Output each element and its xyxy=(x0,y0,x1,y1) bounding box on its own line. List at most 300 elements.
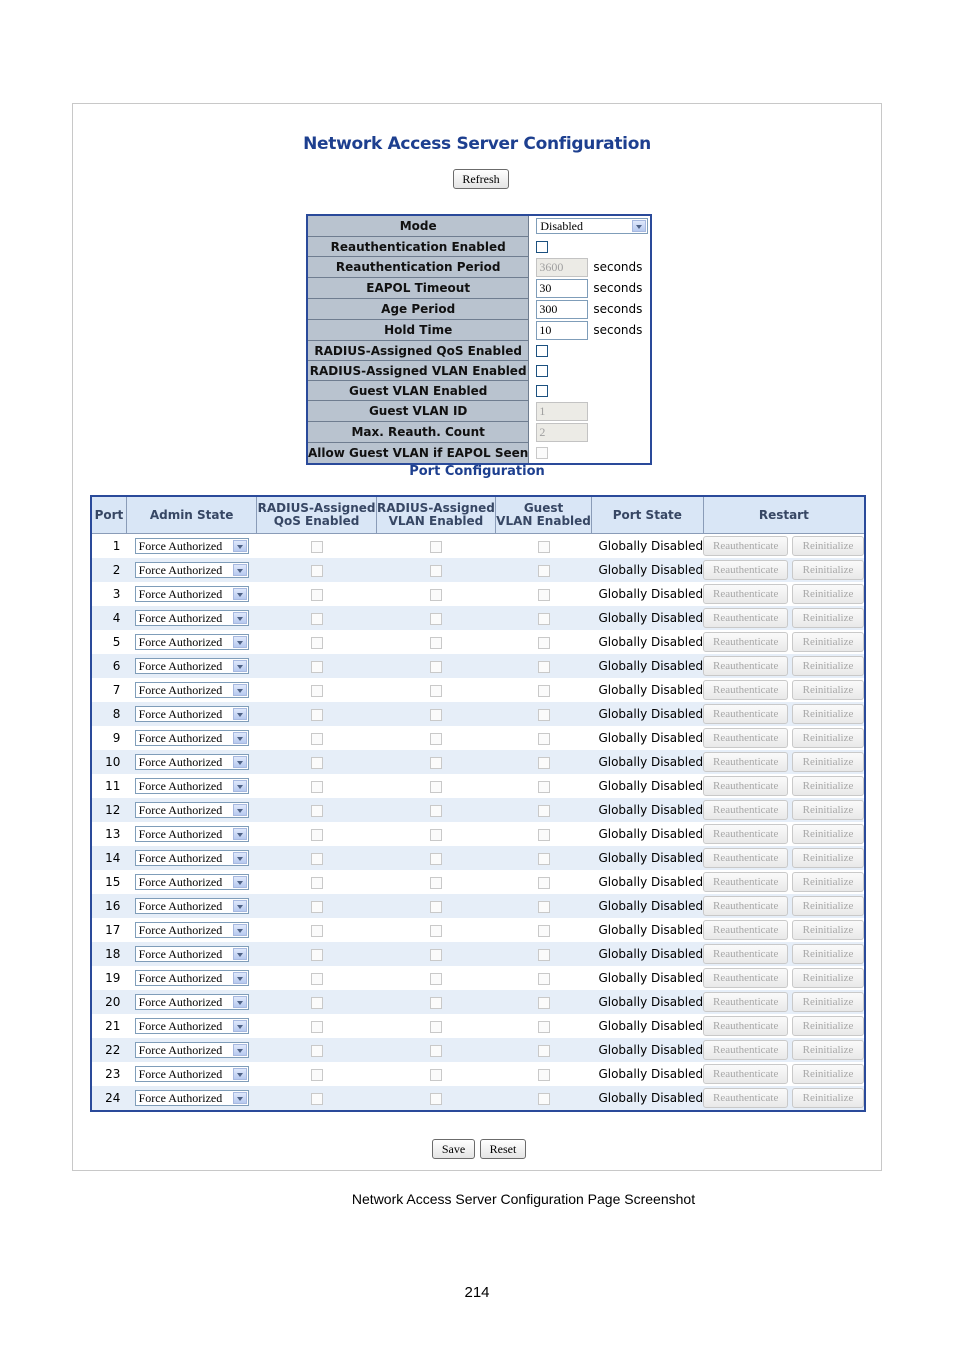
port-state-text: Globally Disabled xyxy=(591,798,703,822)
reauthenticate-button[interactable]: Reauthenticate xyxy=(703,560,788,580)
admin-state-value: Force Authorized xyxy=(138,971,223,985)
radius-vlan-port-checkbox[interactable] xyxy=(430,805,442,817)
reinitialize-button[interactable]: Reinitialize xyxy=(792,704,864,724)
admin-state-header: Admin State xyxy=(126,496,257,534)
reinitialize-button[interactable]: Reinitialize xyxy=(792,584,864,604)
chevron-down-icon xyxy=(233,660,247,672)
radius-vlan-port-checkbox[interactable] xyxy=(430,757,442,769)
reauthenticate-button[interactable]: Reauthenticate xyxy=(703,776,788,796)
age-period-input[interactable]: 300 xyxy=(536,300,588,319)
chevron-down-icon xyxy=(233,996,247,1008)
port-state-text: Globally Disabled xyxy=(598,923,704,937)
port-state-text: Globally Disabled xyxy=(591,846,703,870)
guest-vlan-port-checkbox[interactable] xyxy=(538,589,550,601)
table-row xyxy=(91,894,865,918)
port-number: 24 xyxy=(91,1086,126,1111)
table-row xyxy=(91,630,865,654)
port-number: 23 xyxy=(105,1067,121,1081)
guest-vlan-port-checkbox[interactable] xyxy=(538,781,550,793)
radius-qos-port-checkbox[interactable] xyxy=(311,1069,323,1081)
admin-state-value: Force Authorized xyxy=(138,1019,223,1033)
admin-state-value: Force Authorized xyxy=(138,851,223,865)
reauthenticate-button[interactable]: Reauthenticate xyxy=(703,608,788,628)
radius-vlan-port-checkbox[interactable] xyxy=(430,733,442,745)
table-row xyxy=(91,822,865,846)
reauthenticate-button[interactable]: Reauthenticate xyxy=(703,800,788,820)
table-row xyxy=(91,990,865,1014)
guest-vlan-port-checkbox[interactable] xyxy=(538,733,550,745)
reinitialize-button[interactable]: Reinitialize xyxy=(792,752,864,772)
port-number: 12 xyxy=(91,798,126,822)
admin-state-value: Force Authorized xyxy=(138,635,223,649)
chevron-down-icon xyxy=(233,948,247,960)
port-state-text: Globally Disabled xyxy=(598,1067,704,1081)
radius-qos-port-checkbox[interactable] xyxy=(311,997,323,1009)
reauth-enabled-checkbox[interactable] xyxy=(536,241,548,253)
chevron-down-icon xyxy=(233,732,247,744)
port-state-text: Globally Disabled xyxy=(598,587,704,601)
chevron-down-icon xyxy=(233,612,247,624)
admin-state-value: Force Authorized xyxy=(138,899,223,913)
admin-state-select[interactable] xyxy=(135,754,249,770)
chevron-down-icon xyxy=(233,564,247,576)
chevron-down-icon xyxy=(233,636,247,648)
port-number: 16 xyxy=(91,894,126,918)
admin-state-select[interactable] xyxy=(135,802,249,818)
reauthenticate-button[interactable]: Reauthenticate xyxy=(703,680,788,700)
eapol-timeout-unit: seconds xyxy=(593,281,643,295)
guest-vlan-port-checkbox[interactable] xyxy=(538,805,550,817)
radius-qos-port-checkbox[interactable] xyxy=(311,709,323,721)
port-number: 1 xyxy=(112,539,121,553)
guest-vlan-port-checkbox[interactable] xyxy=(538,565,550,577)
reinitialize-button[interactable]: Reinitialize xyxy=(792,800,864,820)
table-row xyxy=(91,846,865,870)
reinitialize-button[interactable]: Reinitialize xyxy=(792,656,864,676)
hold-time-label: Hold Time xyxy=(307,320,529,341)
radius-qos-port-checkbox[interactable] xyxy=(311,853,323,865)
guest-vlan-port-checkbox[interactable] xyxy=(538,1069,550,1081)
port-state-text: Globally Disabled xyxy=(591,894,703,918)
chevron-down-icon xyxy=(233,588,247,600)
reauthenticate-button[interactable]: Reauthenticate xyxy=(703,728,788,748)
admin-state-value: Force Authorized xyxy=(138,1067,223,1081)
chevron-down-icon xyxy=(632,220,646,232)
reinitialize-button[interactable]: Reinitialize xyxy=(792,968,864,988)
guest-vlan-port-checkbox[interactable] xyxy=(538,973,550,985)
reauthenticate-button[interactable]: Reauthenticate xyxy=(703,1016,788,1036)
radius-vlan-port-checkbox[interactable] xyxy=(430,685,442,697)
port-state-text: Globally Disabled xyxy=(598,539,704,553)
port-number: 2 xyxy=(91,558,126,582)
reauthenticate-button[interactable]: Reauthenticate xyxy=(703,944,788,964)
admin-state-select[interactable] xyxy=(135,778,249,794)
admin-state-value: Force Authorized xyxy=(138,995,223,1009)
port-number: 8 xyxy=(91,702,126,726)
eapol-timeout-label: EAPOL Timeout xyxy=(307,278,529,299)
admin-state-value: Force Authorized xyxy=(138,587,223,601)
radius-qos-port-checkbox[interactable] xyxy=(311,733,323,745)
reauthenticate-button[interactable]: Reauthenticate xyxy=(703,920,788,940)
radius-vlan-port-checkbox[interactable] xyxy=(430,829,442,841)
radius-vlan-port-checkbox[interactable] xyxy=(430,877,442,889)
radius-vlan-port-checkbox[interactable] xyxy=(430,709,442,721)
guest-vlan-port-checkbox[interactable] xyxy=(538,541,550,553)
radius-qos-port-checkbox[interactable] xyxy=(311,661,323,673)
radius-qos-port-checkbox[interactable] xyxy=(311,877,323,889)
chevron-down-icon xyxy=(233,1092,247,1104)
reinitialize-button[interactable]: Reinitialize xyxy=(792,632,864,652)
port-state-text: Globally Disabled xyxy=(598,827,704,841)
table-row xyxy=(91,606,865,630)
admin-state-value: Force Authorized xyxy=(138,563,223,577)
reauthenticate-button[interactable]: Reauthenticate xyxy=(703,896,788,916)
radius-qos-port-checkbox[interactable] xyxy=(311,1093,323,1105)
reauthenticate-button[interactable]: Reauthenticate xyxy=(703,1064,788,1084)
table-row xyxy=(91,966,865,990)
admin-state-select[interactable] xyxy=(135,1066,249,1082)
chevron-down-icon xyxy=(233,1044,247,1056)
chevron-down-icon xyxy=(233,876,247,888)
guest-vlan-port-checkbox[interactable] xyxy=(538,1021,550,1033)
port-state-text: Globally Disabled xyxy=(598,731,704,745)
port-config-table xyxy=(90,495,866,1112)
port-number: 20 xyxy=(91,990,126,1014)
admin-state-value: Force Authorized xyxy=(138,1043,223,1057)
guest-vlan-port-checkbox[interactable] xyxy=(538,901,550,913)
system-config-table xyxy=(306,214,652,465)
admin-state-value: Force Authorized xyxy=(138,659,223,673)
reauthenticate-button[interactable]: Reauthenticate xyxy=(703,848,788,868)
radius-vlan-port-checkbox[interactable] xyxy=(430,565,442,577)
guest-vlan-port-checkbox[interactable] xyxy=(538,829,550,841)
radius-vlan-port-checkbox[interactable] xyxy=(430,781,442,793)
page-title: Network Access Server Configuration xyxy=(303,134,651,154)
table-row xyxy=(91,582,865,606)
table-row xyxy=(91,750,865,774)
reauth-period-input[interactable]: 3600 xyxy=(536,258,588,277)
port-number: 6 xyxy=(91,654,126,678)
guest-vlan-port-checkbox[interactable] xyxy=(538,685,550,697)
page-number: 214 xyxy=(464,1284,490,1301)
figure-caption: Network Access Server Configuration Page Screenshot xyxy=(351,1191,696,1207)
radius-vlan-port-checkbox[interactable] xyxy=(430,541,442,553)
radius-vlan-port-checkbox[interactable] xyxy=(430,613,442,625)
chevron-down-icon xyxy=(233,540,247,552)
radius-qos-port-checkbox[interactable] xyxy=(311,757,323,769)
reinitialize-button[interactable]: Reinitialize xyxy=(792,848,864,868)
radius-vlan-port-checkbox[interactable] xyxy=(430,589,442,601)
port-state-text: Globally Disabled xyxy=(598,875,704,889)
max-reauth-label: Max. Reauth. Count xyxy=(307,422,529,443)
reauthenticate-button[interactable]: Reauthenticate xyxy=(703,872,788,892)
admin-state-select[interactable] xyxy=(135,1042,249,1058)
port-number: 7 xyxy=(112,683,121,697)
reauthenticate-button[interactable]: Reauthenticate xyxy=(703,704,788,724)
reinitialize-button[interactable]: Reinitialize xyxy=(792,824,864,844)
radius-qos-port-checkbox[interactable] xyxy=(311,949,323,961)
reinitialize-button[interactable]: Reinitialize xyxy=(792,728,864,748)
table-row xyxy=(91,534,865,559)
reinitialize-button[interactable]: Reinitialize xyxy=(792,944,864,964)
admin-state-select[interactable] xyxy=(135,874,249,890)
radius-qos-port-checkbox[interactable] xyxy=(311,1045,323,1057)
reinitialize-button[interactable]: Reinitialize xyxy=(792,680,864,700)
reinitialize-button[interactable]: Reinitialize xyxy=(792,1040,864,1060)
port-number: 13 xyxy=(105,827,121,841)
hold-time-input[interactable]: 10 xyxy=(536,321,588,340)
table-row xyxy=(91,702,865,726)
port-number: 4 xyxy=(91,606,126,630)
radius-qos-header: RADIUS-Assigned QoS Enabled xyxy=(257,496,376,534)
radius-qos-port-checkbox[interactable] xyxy=(311,781,323,793)
admin-state-value: Force Authorized xyxy=(138,923,223,937)
table-row xyxy=(91,678,865,702)
reauthenticate-button[interactable]: Reauthenticate xyxy=(703,1040,788,1060)
port-state-text: Globally Disabled xyxy=(591,1038,703,1062)
port-number: 21 xyxy=(105,1019,121,1033)
reauthenticate-button[interactable]: Reauthenticate xyxy=(703,968,788,988)
guest-vlan-port-checkbox[interactable] xyxy=(538,661,550,673)
radius-vlan-port-checkbox[interactable] xyxy=(430,973,442,985)
reinitialize-button[interactable]: Reinitialize xyxy=(792,1064,864,1084)
admin-state-value: Force Authorized xyxy=(138,539,223,553)
chevron-down-icon xyxy=(233,924,247,936)
port-state-text: Globally Disabled xyxy=(591,750,703,774)
port-config-title: Port Configuration xyxy=(409,464,545,479)
admin-state-select[interactable] xyxy=(135,538,249,554)
guest-vlan-port-checkbox[interactable] xyxy=(538,637,550,649)
table-row xyxy=(91,726,865,750)
admin-state-select[interactable] xyxy=(135,946,249,962)
port-state-text: Globally Disabled xyxy=(598,971,704,985)
save-button[interactable]: Save xyxy=(432,1139,475,1159)
admin-state-select[interactable] xyxy=(135,610,249,626)
admin-state-value: Force Authorized xyxy=(138,803,223,817)
admin-state-value: Force Authorized xyxy=(138,611,223,625)
admin-state-select[interactable] xyxy=(135,658,249,674)
reinitialize-button[interactable]: Reinitialize xyxy=(792,776,864,796)
admin-state-value: Force Authorized xyxy=(138,1091,223,1105)
radius-vlan-checkbox[interactable] xyxy=(536,365,548,377)
reauth-period-label: Reauthentication Period xyxy=(307,257,529,278)
guest-vlan-port-checkbox[interactable] xyxy=(538,877,550,889)
guest-vlan-port-checkbox[interactable] xyxy=(538,709,550,721)
chevron-down-icon xyxy=(233,972,247,984)
hold-time-unit: seconds xyxy=(593,323,643,337)
reinitialize-button[interactable]: Reinitialize xyxy=(792,992,864,1012)
reinitialize-button[interactable]: Reinitialize xyxy=(792,1016,864,1036)
radius-qos-port-checkbox[interactable] xyxy=(311,829,323,841)
radius-vlan-port-checkbox[interactable] xyxy=(430,853,442,865)
reauthenticate-button[interactable]: Reauthenticate xyxy=(703,1088,788,1108)
port-state-text: Globally Disabled xyxy=(591,990,703,1014)
radius-qos-port-checkbox[interactable] xyxy=(311,541,323,553)
guest-vlan-port-checkbox[interactable] xyxy=(538,925,550,937)
reinitialize-button[interactable]: Reinitialize xyxy=(792,536,864,556)
port-number: 18 xyxy=(91,942,126,966)
guest-vlan-id-input[interactable]: 1 xyxy=(536,402,588,421)
admin-state-select[interactable] xyxy=(135,706,249,722)
guest-vlan-header: Guest VLAN Enabled xyxy=(496,496,592,534)
radius-qos-port-checkbox[interactable] xyxy=(311,925,323,937)
guest-vlan-port-checkbox[interactable] xyxy=(538,613,550,625)
port-number: 11 xyxy=(105,779,121,793)
radius-vlan-port-checkbox[interactable] xyxy=(430,925,442,937)
guest-vlan-port-checkbox[interactable] xyxy=(538,1093,550,1105)
allow-guest-checkbox[interactable] xyxy=(536,447,548,459)
table-row xyxy=(91,870,865,894)
admin-state-select[interactable] xyxy=(135,1018,249,1034)
table-row xyxy=(91,798,865,822)
radius-qos-port-checkbox[interactable] xyxy=(311,565,323,577)
port-number: 10 xyxy=(91,750,126,774)
admin-state-select[interactable] xyxy=(135,826,249,842)
reauthenticate-button[interactable]: Reauthenticate xyxy=(703,656,788,676)
reauthenticate-button[interactable]: Reauthenticate xyxy=(703,584,788,604)
admin-state-select[interactable] xyxy=(135,970,249,986)
refresh-button[interactable]: Refresh xyxy=(453,169,509,189)
admin-state-value: Force Authorized xyxy=(138,707,223,721)
admin-state-value: Force Authorized xyxy=(138,731,223,745)
port-state-text: Globally Disabled xyxy=(598,683,704,697)
radius-vlan-port-checkbox[interactable] xyxy=(430,1021,442,1033)
port-header: Port xyxy=(91,496,126,534)
port-number: 17 xyxy=(105,923,121,937)
port-state-text: Globally Disabled xyxy=(591,942,703,966)
chevron-down-icon xyxy=(233,828,247,840)
admin-state-select[interactable] xyxy=(135,586,249,602)
table-row xyxy=(91,1038,865,1062)
admin-state-select[interactable] xyxy=(135,850,249,866)
guest-vlan-port-checkbox[interactable] xyxy=(538,949,550,961)
reset-button[interactable]: Reset xyxy=(480,1139,526,1159)
mode-select[interactable] xyxy=(536,218,648,234)
admin-state-value: Force Authorized xyxy=(138,947,223,961)
reinitialize-button[interactable]: Reinitialize xyxy=(792,608,864,628)
radius-qos-port-checkbox[interactable] xyxy=(311,973,323,985)
reinitialize-button[interactable]: Reinitialize xyxy=(792,920,864,940)
reauthenticate-button[interactable]: Reauthenticate xyxy=(703,632,788,652)
reauth-period-unit: seconds xyxy=(593,260,643,274)
chevron-down-icon xyxy=(233,684,247,696)
admin-state-value: Force Authorized xyxy=(138,827,223,841)
radius-vlan-label: RADIUS-Assigned VLAN Enabled xyxy=(307,361,529,381)
radius-vlan-port-checkbox[interactable] xyxy=(430,1069,442,1081)
radius-qos-label: RADIUS-Assigned QoS Enabled xyxy=(307,341,529,361)
guest-vlan-port-checkbox[interactable] xyxy=(538,1045,550,1057)
guest-vlan-port-checkbox[interactable] xyxy=(538,757,550,769)
radius-vlan-port-checkbox[interactable] xyxy=(430,997,442,1009)
port-state-text: Globally Disabled xyxy=(591,654,703,678)
reauthenticate-button[interactable]: Reauthenticate xyxy=(703,824,788,844)
table-row xyxy=(91,918,865,942)
radius-vlan-port-checkbox[interactable] xyxy=(430,1045,442,1057)
admin-state-select[interactable] xyxy=(135,898,249,914)
radius-vlan-port-checkbox[interactable] xyxy=(430,949,442,961)
allow-guest-label: Allow Guest VLAN if EAPOL Seen xyxy=(307,443,529,465)
chevron-down-icon xyxy=(233,1020,247,1032)
table-row xyxy=(91,774,865,798)
radius-vlan-port-checkbox[interactable] xyxy=(430,637,442,649)
radius-qos-port-checkbox[interactable] xyxy=(311,637,323,649)
port-state-text: Globally Disabled xyxy=(598,1019,704,1033)
guest-vlan-label: Guest VLAN Enabled xyxy=(307,381,529,401)
reinitialize-button[interactable]: Reinitialize xyxy=(792,872,864,892)
reauth-enabled-label: Reauthentication Enabled xyxy=(307,237,529,257)
radius-vlan-port-checkbox[interactable] xyxy=(430,661,442,673)
mode-select-value: Disabled xyxy=(540,219,583,234)
guest-vlan-port-checkbox[interactable] xyxy=(538,997,550,1009)
table-row xyxy=(91,942,865,966)
chevron-down-icon xyxy=(233,900,247,912)
reauthenticate-button[interactable]: Reauthenticate xyxy=(703,536,788,556)
admin-state-value: Force Authorized xyxy=(138,755,223,769)
radius-qos-port-checkbox[interactable] xyxy=(311,613,323,625)
radius-qos-port-checkbox[interactable] xyxy=(311,901,323,913)
port-number: 22 xyxy=(91,1038,126,1062)
admin-state-select[interactable] xyxy=(135,1090,249,1106)
reinitialize-button[interactable]: Reinitialize xyxy=(792,560,864,580)
admin-state-select[interactable] xyxy=(135,730,249,746)
age-period-unit: seconds xyxy=(593,302,643,316)
radius-qos-checkbox[interactable] xyxy=(536,345,548,357)
admin-state-select[interactable] xyxy=(135,922,249,938)
age-period-label: Age Period xyxy=(307,299,529,320)
eapol-timeout-input[interactable]: 30 xyxy=(536,279,588,298)
max-reauth-input[interactable]: 2 xyxy=(536,423,588,442)
port-state-text: Globally Disabled xyxy=(591,558,703,582)
chevron-down-icon xyxy=(233,708,247,720)
admin-state-select[interactable] xyxy=(135,634,249,650)
radius-vlan-port-checkbox[interactable] xyxy=(430,901,442,913)
chevron-down-icon xyxy=(233,1068,247,1080)
guest-vlan-port-checkbox[interactable] xyxy=(538,853,550,865)
port-number: 19 xyxy=(105,971,121,985)
table-row xyxy=(91,558,865,582)
reinitialize-button[interactable]: Reinitialize xyxy=(792,1088,864,1108)
port-state-text: Globally Disabled xyxy=(598,635,704,649)
chevron-down-icon xyxy=(233,756,247,768)
port-state-text: Globally Disabled xyxy=(598,779,704,793)
reinitialize-button[interactable]: Reinitialize xyxy=(792,896,864,916)
admin-state-select[interactable] xyxy=(135,682,249,698)
admin-state-select[interactable] xyxy=(135,562,249,578)
table-row xyxy=(91,654,865,678)
admin-state-value: Force Authorized xyxy=(138,683,223,697)
chevron-down-icon xyxy=(233,804,247,816)
radius-qos-port-checkbox[interactable] xyxy=(311,805,323,817)
restart-header: Restart xyxy=(703,496,865,534)
radius-qos-port-checkbox[interactable] xyxy=(311,685,323,697)
mode-label: Mode xyxy=(307,215,529,237)
guest-vlan-checkbox[interactable] xyxy=(536,385,548,397)
port-number: 5 xyxy=(112,635,121,649)
port-number: 14 xyxy=(91,846,126,870)
port-number: 9 xyxy=(112,731,121,745)
admin-state-value: Force Authorized xyxy=(138,779,223,793)
admin-state-select[interactable] xyxy=(135,994,249,1010)
radius-qos-port-checkbox[interactable] xyxy=(311,589,323,601)
port-number: 15 xyxy=(105,875,121,889)
chevron-down-icon xyxy=(233,780,247,792)
port-state-text: Globally Disabled xyxy=(591,606,703,630)
radius-vlan-port-checkbox[interactable] xyxy=(430,1093,442,1105)
chevron-down-icon xyxy=(233,852,247,864)
radius-qos-port-checkbox[interactable] xyxy=(311,1021,323,1033)
reauthenticate-button[interactable]: Reauthenticate xyxy=(703,992,788,1012)
reauthenticate-button[interactable]: Reauthenticate xyxy=(703,752,788,772)
